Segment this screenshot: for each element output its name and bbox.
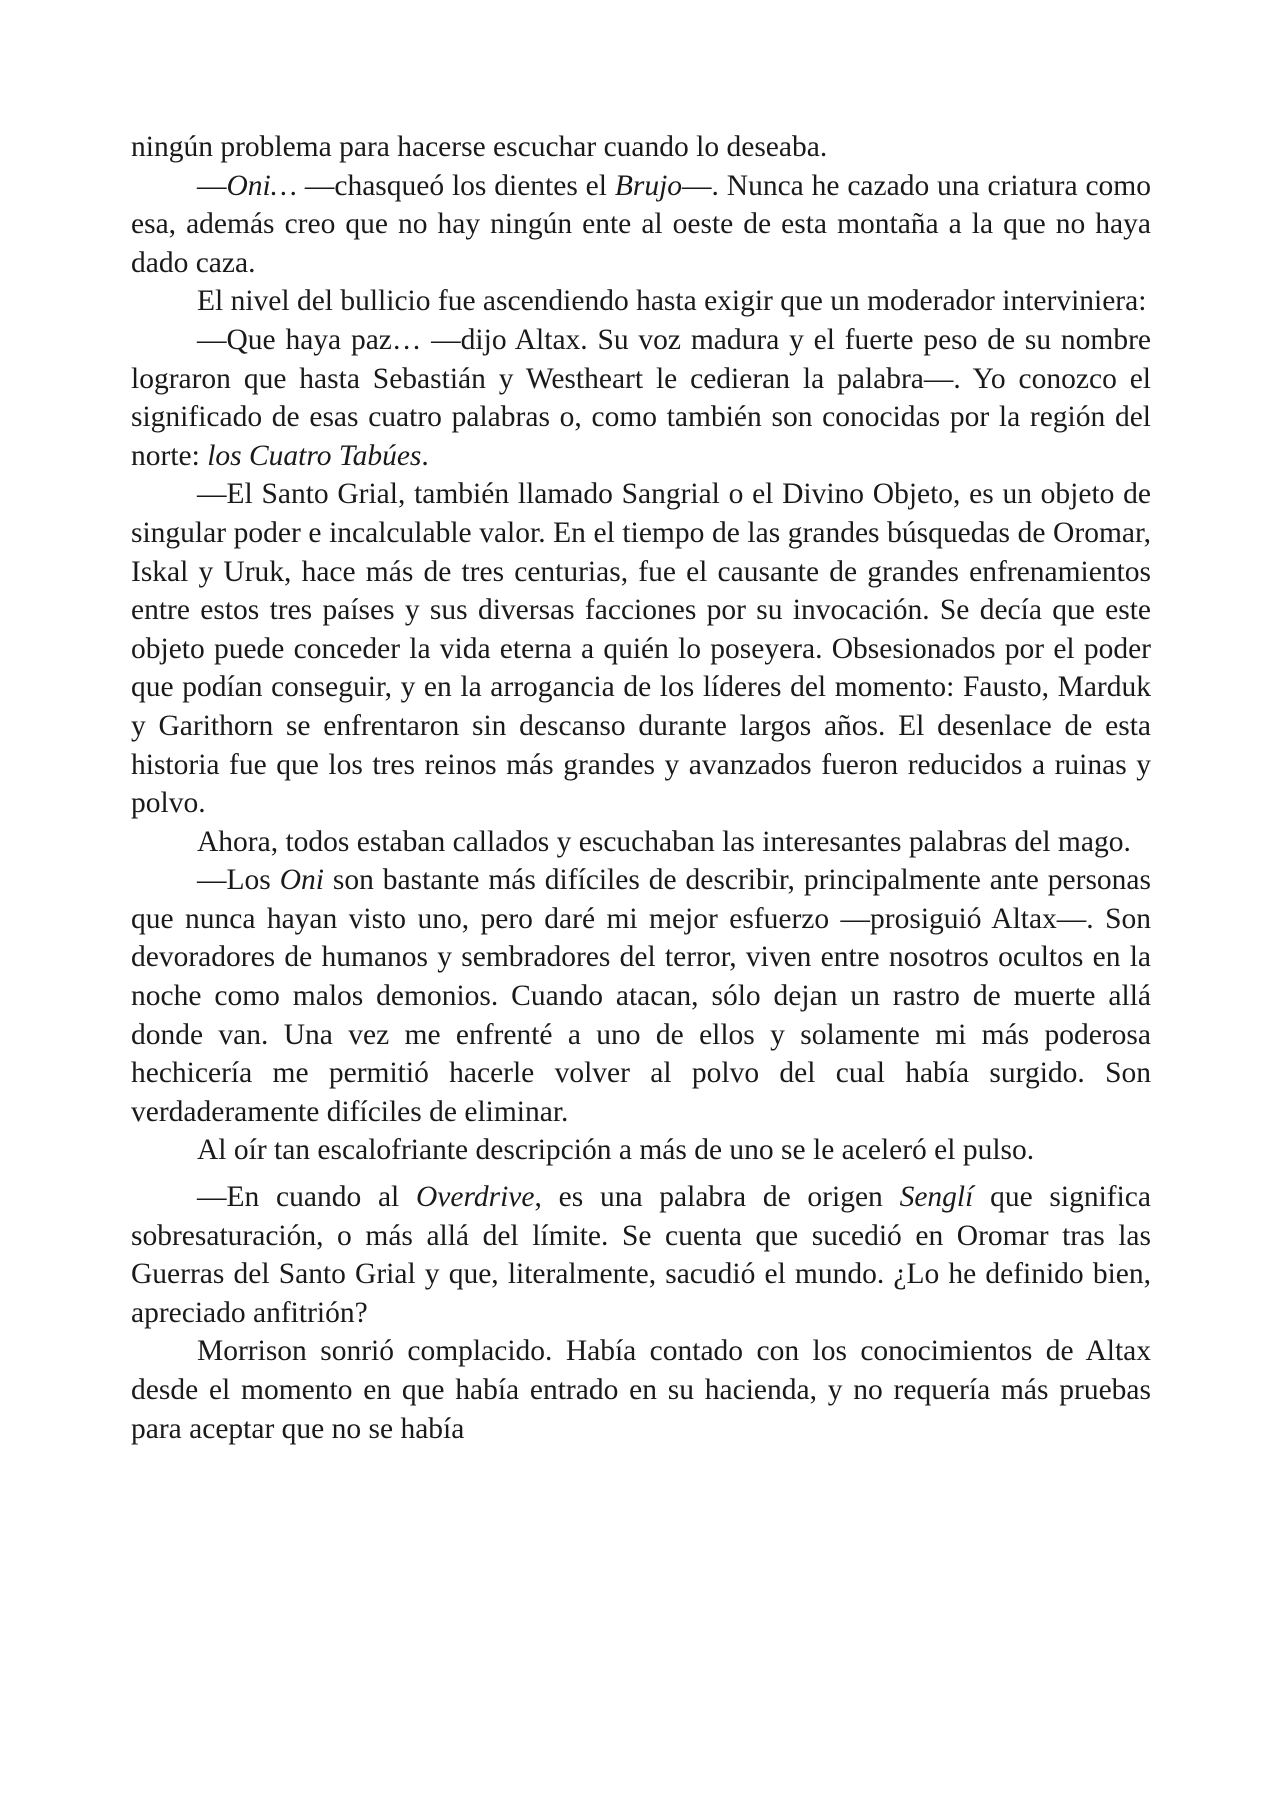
italic-text: los Cuatro Tabúes	[207, 439, 422, 472]
paragraph	[131, 321, 1151, 475]
text-run: —El Santo Grial, también llamado Sangrial o el Divino Objeto, es un objeto de singular poder e incalculable valor. En el tiempo de las grandes búsquedas de Oromar, Iskal y Uruk, hace más de tres centurias, fue el causante de grandes enfrenamientos entre estos tres países y sus diversas facciones por su invocación. Se decía que este objeto puede conceder la vida eterna a quién lo poseyera. Obsesionados por el poder que podían conseguir, y en la arrogancia de los líderes del momento: Fausto, Marduk y Garithorn se enfrentaron sin descanso durante largos años. El desenlace de esta historia fue que los tres reinos más grandes y avanzados fueron reducidos a ruinas y polvo.	[131, 478, 1151, 820]
paragraph	[131, 823, 1151, 862]
text-run: , es una palabra de origen	[534, 1181, 900, 1214]
text-run: que significa sobresaturación, o más allá del límite. Se cuenta que sucedió en Oromar tras las Guerras del Santo Grial y que, literalmente, sacudió el mundo. ¿Lo he definido bien, apreciado anfitrión?	[131, 1181, 1151, 1329]
text-run: —chasqueó los dientes el	[296, 169, 615, 202]
italic-text: Oni…	[226, 169, 297, 202]
italic-text: Senglí	[899, 1181, 974, 1214]
paragraph	[131, 1178, 1151, 1332]
text-run: El nivel del bullicio fue ascendiendo hasta exigir que un moderador interviniera:	[197, 285, 1147, 318]
text-run: ningún problema para hacerse escuchar cuando lo deseaba.	[131, 131, 828, 163]
italic-text: Oni	[279, 864, 324, 897]
body-text	[131, 128, 1151, 1448]
text-run: .	[421, 439, 429, 472]
text-run: Al oír tan escalofriante descripción a más de uno se le aceleró el pulso.	[197, 1134, 1035, 1167]
paragraph	[131, 475, 1151, 822]
text-run: son bastante más difíciles de describir, principalmente ante personas que nunca hayan visto uno, pero daré mi mejor esfuerzo —prosiguió Altax—. Son devoradores de humanos y sembradores del terror, viven entre nosotros ocultos en la noche como malos demonios. Cuando atacan, sólo dejan un rastro de muerte allá donde van. Una vez me enfrenté a uno de ellos y solamente mi más poderosa hechicería me permitió hacerle volver al polvo del cual había surgido. Son verdaderamente difíciles de eliminar.	[131, 864, 1151, 1128]
italic-text: Brujo	[614, 169, 683, 202]
text-run: —Los	[197, 864, 280, 897]
text-run: —. Nunca he cazado una criatura como esa, además creo que no hay ningún ente al oeste de esta montaña a la que no haya dado caza.	[131, 169, 1151, 279]
text-run: —Que haya paz… —dijo Altax. Su voz madura y el fuerte peso de su nombre lograron que hasta Sebastián y Westheart le cedieran la palabra—. Yo conozco el significado de esas cuatro palabras o, como también son conocidas por la región del norte:	[131, 323, 1151, 472]
text-run: —	[197, 169, 227, 202]
text-run: Morrison sonrió complacido. Había contado con los conocimientos de Altax desde el momento en que había entrado en su hacienda, y no requería más pruebas para aceptar que no se había	[131, 1335, 1151, 1445]
text-run: —En cuando al	[197, 1181, 416, 1214]
paragraph	[131, 1131, 1151, 1170]
paragraph	[131, 861, 1151, 1131]
paragraph	[131, 128, 1151, 167]
paragraph	[131, 1332, 1151, 1448]
paragraph	[131, 282, 1151, 321]
paragraph	[131, 167, 1151, 283]
text-run: Ahora, todos estaban callados y escuchaban las interesantes palabras del mago.	[197, 825, 1131, 858]
italic-text: Overdrive	[416, 1181, 535, 1214]
